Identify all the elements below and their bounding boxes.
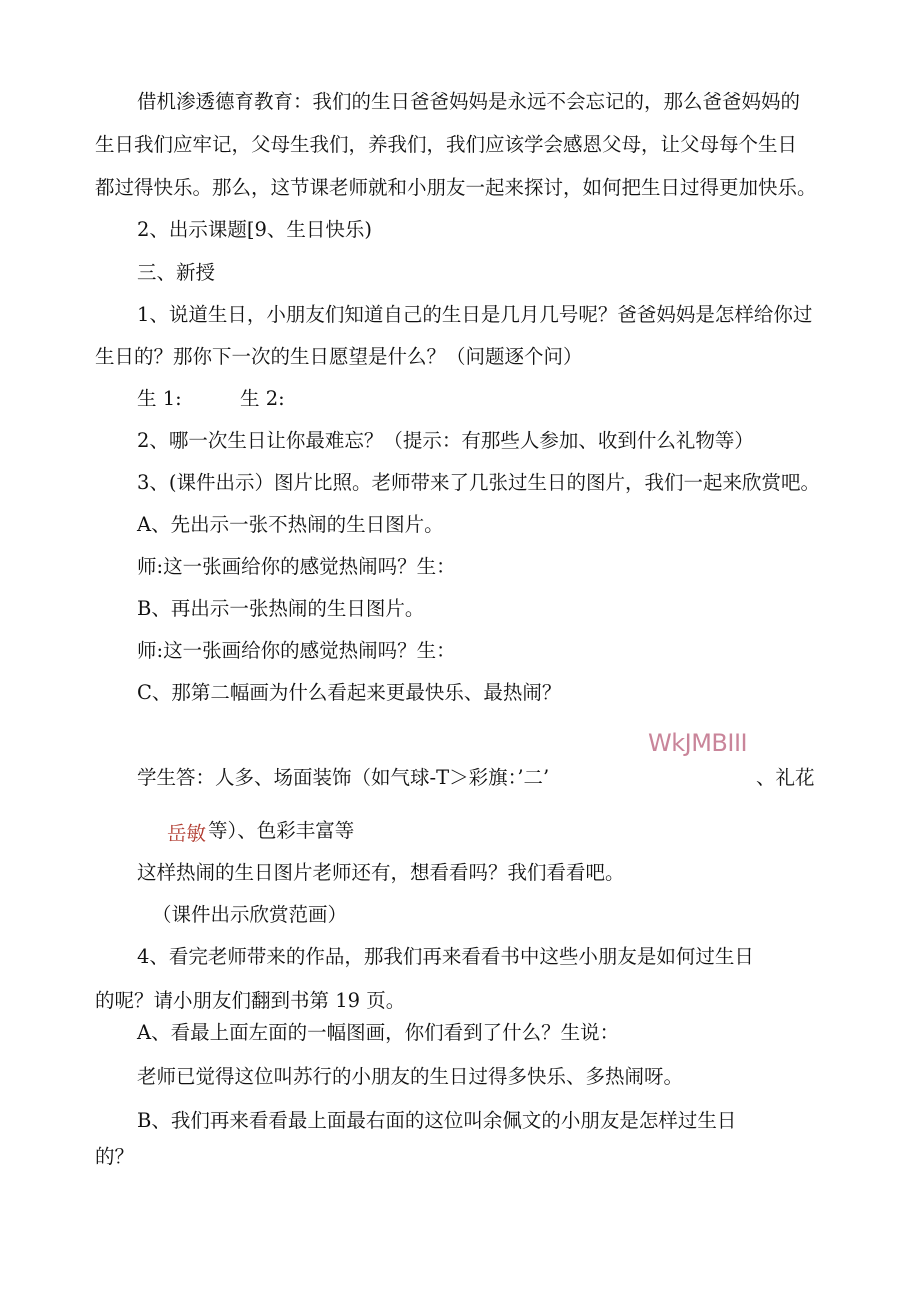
paragraph-line: 的呢？请小朋友们翻到书第 19 页。 <box>95 989 406 1012</box>
paragraph-line: A、先出示一张不热闹的生日图片。 <box>137 513 444 536</box>
paragraph-line: 生日我们应牢记，父母生我们，养我们，我们应该学会感恩父母，让父母每个生日 <box>95 133 798 156</box>
student-answer-1: 生 1: <box>137 387 182 410</box>
handwritten-name: 岳敏 <box>167 822 207 845</box>
paragraph-line: 4、看完老师带来的作品，那我们再来看看书中这些小朋友是如何过生日 <box>137 945 754 968</box>
paragraph-line: A、看最上面左面的一幅图画，你们看到了什么？生说： <box>137 1021 620 1044</box>
paragraph-line: 等）、色彩丰富等 <box>208 819 355 842</box>
student-answer-2: 生 2: <box>240 387 285 410</box>
paragraph-line: 老师已觉得这位叫苏行的小朋友的生日过得多快乐、多热闹呀。 <box>137 1065 684 1088</box>
section-subtitle: 2、出示课题[9、生日快乐) <box>137 218 373 241</box>
section-heading: 三、新授 <box>137 261 216 284</box>
paragraph-line: C、那第二幅画为什么看起来更最快乐、最热闹？ <box>137 681 562 704</box>
watermark-stamp: WkJMBIII <box>648 729 748 757</box>
paragraph-line: 1、说道生日，小朋友们知道自己的生日是几月几号呢？爸爸妈妈是怎样给你过 <box>137 303 813 326</box>
paragraph-line: B、我们再来看看最上面最右面的这位叫余佩文的小朋友是怎样过生日 <box>137 1109 737 1132</box>
paragraph-line: 都过得快乐。那么，这节课老师就和小朋友一起来探讨，如何把生日过得更加快乐。 <box>95 176 817 199</box>
paragraph-line: 师:这一张画给你的感觉热闹吗？生： <box>137 555 456 578</box>
paragraph-line-tail: 、礼花 <box>756 766 815 789</box>
paragraph-line: 3、(课件出示）图片比照。老师带来了几张过生日的图片，我们一起来欣赏吧。 <box>137 471 821 494</box>
paragraph-line: 生日的？那你下一次的生日愿望是什么？（问题逐个问） <box>95 345 583 368</box>
paragraph-line: 这样热闹的生日图片老师还有，想看看吗？我们看看吧。 <box>137 861 625 884</box>
paragraph-line: B、再出示一张热闹的生日图片。 <box>137 597 425 620</box>
paragraph-line: （课件出示欣赏范画） <box>152 903 348 926</box>
paragraph-line: 借机渗透德育教育：我们的生日爸爸妈妈是永远不会忘记的，那么爸爸妈妈的 <box>137 90 801 113</box>
paragraph-line: 学生答：人多、场面装饰（如气球-T＞彩旗：’二’ <box>137 766 550 789</box>
paragraph-line: 的？ <box>95 1145 135 1168</box>
paragraph-line: 师:这一张画给你的感觉热闹吗？生： <box>137 639 456 662</box>
paragraph-line: 2、哪一次生日让你最难忘？（提示：有那些人参加、收到什么礼物等） <box>137 429 754 452</box>
